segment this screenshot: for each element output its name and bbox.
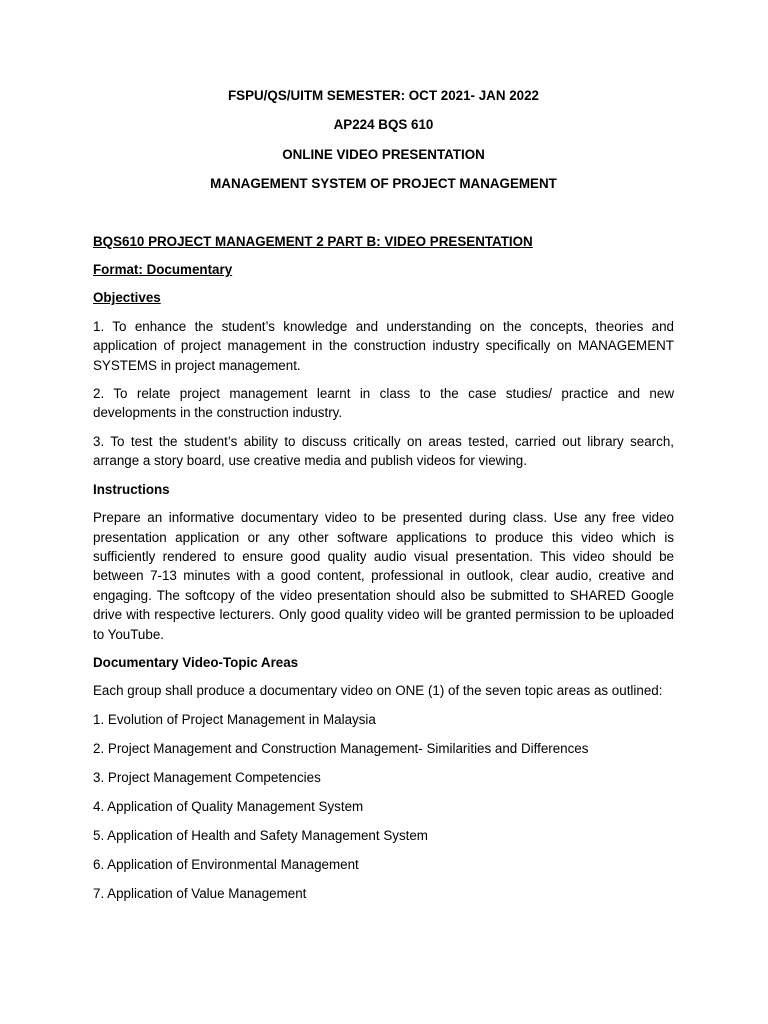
topic-item: 6. Application of Environmental Management — [93, 856, 359, 872]
header-course-code: AP224 BQS 610 — [333, 117, 434, 133]
topics-intro: Each group shall produce a documentary video on ONE (1) of the seven topic areas as outlined: — [93, 683, 663, 699]
objective-item: 2. To relate project management learnt in class to the case studies/ practice and new developments in the construction industry. — [93, 386, 674, 421]
section-title: BQS610 PROJECT MANAGEMENT 2 PART B: VIDEO PRESENTATION — [93, 233, 533, 249]
header-semester: FSPU/QS/UITM SEMESTER: OCT 2021- JAN 2022 — [227, 88, 540, 103]
document-page — [93, 86, 674, 913]
topics-heading: Documentary Video-Topic Areas — [93, 654, 299, 670]
format-label: Format: Documentary — [93, 262, 233, 278]
header-assignment-type: ONLINE VIDEO PRESENTATION — [282, 146, 485, 162]
objective-item: 1. To enhance the student’s knowledge and understanding on the concepts, theories and application of project management in the construction industry specifically on MANAGEMENT SYSTEMS in project management. — [93, 318, 674, 373]
instructions-body: Prepare an informative documentary video to be presented during class. Use any free video presentation application or any other software applications to produce this video which is sufficiently rendered to ensure good quality audio visual presentation. This video should be between 7-13 minutes with a good content, professional in outlook, clear audio, creative and engaging. The softcopy of the video presentation should also be submitted to SHARED Google drive with respective lecturers. Only good quality video will be granted permission to be uploaded to YouTube. — [93, 510, 674, 642]
topic-item: 7. Application of Value Management — [93, 885, 307, 901]
instructions-heading: Instructions — [93, 481, 170, 497]
topic-item: 4. Application of Quality Management System — [93, 798, 364, 814]
topic-item: 2. Project Management and Construction Management- Similarities and Differences — [93, 740, 589, 756]
topic-item: 1. Evolution of Project Management in Malaysia — [93, 711, 376, 727]
topic-item: 5. Application of Health and Safety Management System — [93, 827, 428, 843]
header-topic: MANAGEMENT SYSTEM OF PROJECT MANAGEMENT — [210, 176, 557, 192]
objective-item: 3. To test the student’s ability to discuss critically on areas tested, carried out library search, arrange a story board, use creative media and publish videos for viewing. — [93, 433, 674, 469]
topic-item: 3. Project Management Competencies — [93, 769, 321, 785]
objectives-heading: Objectives — [93, 290, 161, 306]
